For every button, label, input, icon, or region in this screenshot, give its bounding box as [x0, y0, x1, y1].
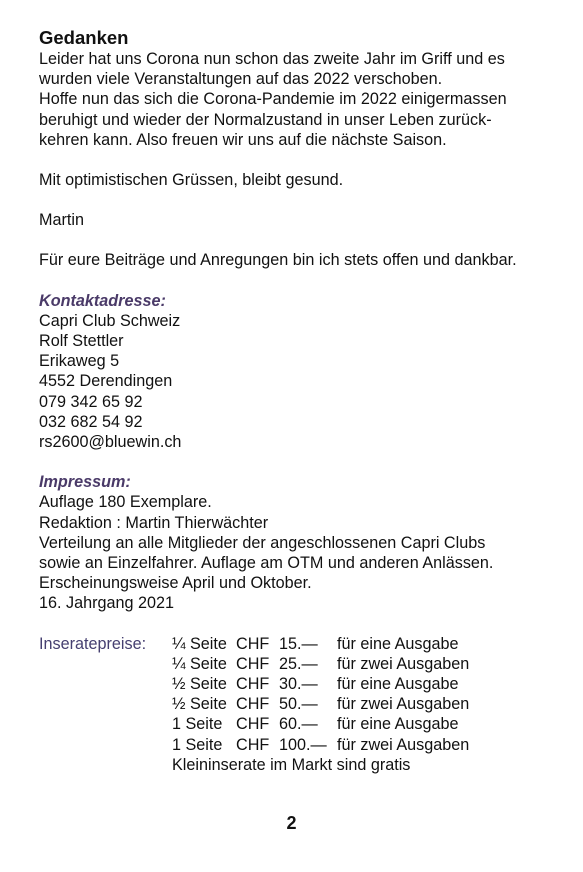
impressum-line: Erscheinungsweise April und Oktober.: [39, 574, 312, 593]
prices-list: [172, 634, 469, 775]
contact-line: Rolf Stettler: [39, 332, 124, 351]
price-currency: CHF: [236, 634, 270, 653]
contact-line: 4552 Derendingen: [39, 372, 173, 391]
price-amount: 25.—: [279, 654, 318, 673]
price-size: 1 Seite: [172, 715, 223, 734]
impressum-label: Impressum:: [39, 473, 131, 492]
price-size: ¼ Seite: [172, 634, 227, 653]
price-amount: 50.—: [279, 695, 318, 714]
price-currency: CHF: [236, 715, 270, 734]
impressum-line: Auflage 180 Exemplare.: [39, 493, 212, 512]
price-description: für eine Ausgabe: [337, 634, 459, 653]
contact-line: Capri Club Schweiz: [39, 311, 181, 330]
price-description: für zwei Ausgaben: [337, 654, 470, 673]
greeting-text: Mit optimistischen Grüssen, bleibt gesund.: [39, 171, 344, 190]
price-currency: CHF: [236, 735, 270, 754]
price-amount: 60.—: [279, 715, 318, 734]
intro-paragraph: [39, 49, 574, 150]
impressum-line: 16. Jahrgang 2021: [39, 594, 175, 613]
price-description: für zwei Ausgaben: [337, 695, 470, 714]
price-amount: 15.—: [279, 634, 318, 653]
price-amount: 30.—: [279, 675, 318, 694]
price-row: [172, 634, 469, 654]
page-number: 2: [286, 813, 297, 833]
price-currency: CHF: [236, 695, 270, 714]
section-heading: Gedanken: [39, 27, 129, 48]
contact-section: [39, 291, 574, 453]
impressum-line: Redaktion : Martin Thierwächter: [39, 513, 269, 532]
price-size: ½ Seite: [172, 695, 227, 714]
signature-text: Martin: [39, 211, 84, 230]
impressum-line: sowie an Einzelfahrer. Auflage am OTM und anderen Anlässen.: [39, 554, 494, 573]
contact-phone: 032 682 54 92: [39, 412, 143, 431]
intro-line: beruhigt und wieder der Normalzustand in unser Leben zurück-: [39, 110, 492, 129]
intro-line: wurden viele Veranstaltungen auf das 2022 verschoben.: [39, 70, 443, 89]
price-currency: CHF: [236, 654, 270, 673]
price-row: [172, 654, 469, 674]
price-description: für eine Ausgabe: [337, 675, 459, 694]
intro-line: Hoffe nun das sich die Corona-Pandemie im 2022 einigermassen: [39, 90, 507, 109]
price-note: Kleininserate im Markt sind gratis: [172, 755, 411, 774]
price-description: für zwei Ausgaben: [337, 735, 470, 754]
document-page: [39, 27, 574, 775]
intro-line: Leider hat uns Corona nun schon das zweite Jahr im Griff und es: [39, 50, 505, 68]
prices-label: Inseratepreise:: [39, 634, 147, 653]
contact-line: Erikaweg 5: [39, 352, 120, 371]
contact-phone: 079 342 65 92: [39, 392, 143, 411]
price-row: [172, 714, 469, 734]
price-size: 1 Seite: [172, 735, 223, 754]
price-amount: 100.—: [279, 735, 327, 754]
impressum-line: Verteilung an alle Mitglieder der angeschlossenen Capri Clubs: [39, 533, 486, 552]
contact-email: rs2600@bluewin.ch: [39, 433, 182, 452]
price-row: [172, 694, 469, 714]
feedback-text: Für eure Beiträge und Anregungen bin ich stets offen und dankbar.: [39, 251, 517, 270]
impressum-section: [39, 472, 574, 613]
price-description: für eine Ausgabe: [337, 715, 459, 734]
price-row: [172, 674, 469, 694]
contact-label: Kontaktadresse:: [39, 291, 166, 310]
intro-line: kehren kann. Also freuen wir uns auf die nächste Saison.: [39, 130, 447, 149]
price-size: ½ Seite: [172, 675, 227, 694]
price-currency: CHF: [236, 675, 270, 694]
price-size: ¼ Seite: [172, 654, 227, 673]
prices-section: [39, 634, 574, 775]
price-row: [172, 735, 469, 755]
